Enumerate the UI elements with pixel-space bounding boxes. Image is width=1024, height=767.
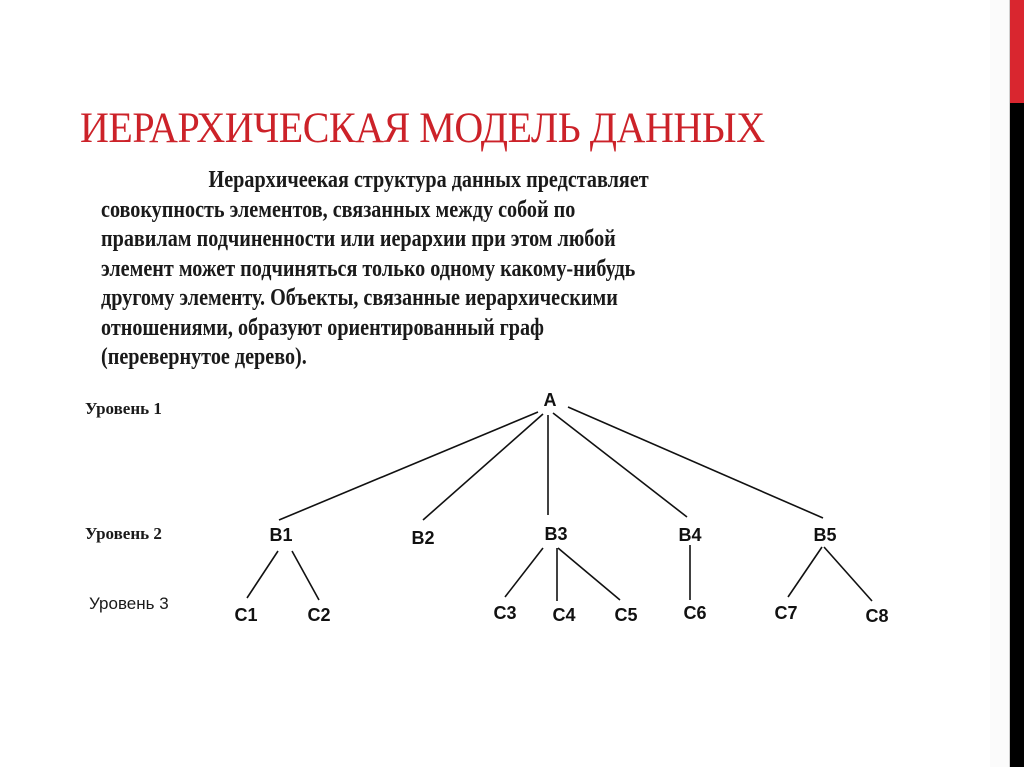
body-line: правилам подчиненности или иерархии при этом любой: [101, 226, 616, 252]
node-b5: B5: [813, 525, 837, 545]
node-c8: C8: [865, 606, 889, 626]
edge-a-b4: [553, 413, 687, 517]
node-c4: C4: [552, 605, 576, 625]
edge-a-b5: [568, 407, 823, 518]
node-b1: B1: [269, 525, 293, 545]
body-line: отношениями, образуют ориентированный граф: [101, 314, 545, 341]
node-b3: B3: [544, 524, 568, 544]
edge-b3-c5: [558, 548, 620, 600]
node-a: A: [543, 390, 557, 410]
node-c6: C6: [683, 603, 707, 623]
edge-b5-c7: [788, 547, 822, 597]
edge-b5-c8: [824, 547, 872, 601]
slide-title: ИЕРАРХИЧЕСКАЯ МОДЕЛЬ ДАННЫХ: [80, 105, 765, 152]
node-b2: B2: [411, 528, 435, 548]
node-c7: C7: [774, 603, 798, 623]
node-c2: C2: [307, 605, 331, 625]
level-3-label: Уровень 3: [89, 594, 169, 613]
edge-b1-c1: [247, 551, 278, 598]
edge-b3-c3: [505, 548, 543, 597]
edge-a-b1: [279, 412, 538, 520]
level-2-label: Уровень 2: [85, 524, 162, 543]
edge-a-b2: [423, 414, 543, 520]
body-line: элемент может подчиняться только одному какому-нибудь: [101, 255, 636, 282]
node-c5: C5: [614, 605, 638, 625]
node-c1: C1: [234, 605, 258, 625]
node-b4: B4: [678, 525, 702, 545]
level-1-label: Уровень 1: [85, 399, 162, 418]
body-line: Иерархичеекая структура данных представляет: [208, 167, 649, 193]
body-line: другому элементу. Объекты, связанные иерархическими: [101, 285, 618, 311]
node-c3: C3: [493, 603, 517, 623]
edge-b1-c2: [292, 551, 319, 600]
body-line: совокупность элементов, связанных между собой по: [101, 196, 576, 223]
body-line: (перевернутое дерево).: [101, 344, 307, 370]
